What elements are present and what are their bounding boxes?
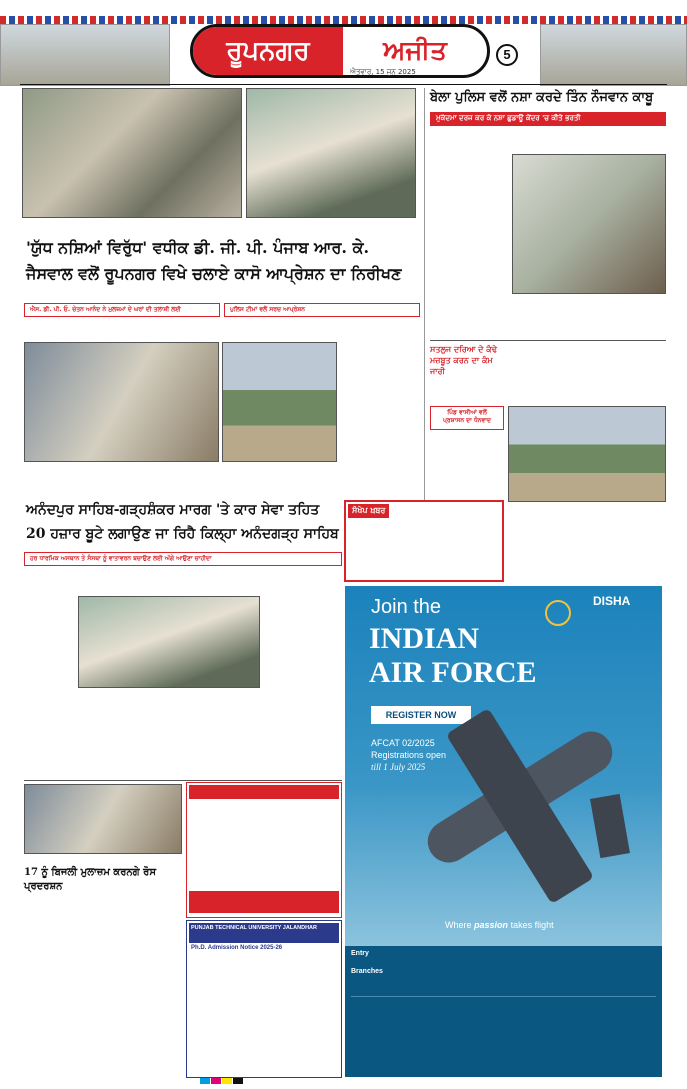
- magenta-swatch: [211, 1078, 221, 1084]
- bela-story-strap: ਮੁਕੱਦਮਾ ਦਰਜ ਕਰ ਕੇ ਨਸ਼ਾ ਛੁਡਾਊ ਕੇਂਦਰ 'ਚ ਕੀਤੇ ਭਰਤੀ: [430, 112, 666, 126]
- bela-story-column-text: [430, 152, 508, 342]
- iaf-register-button: REGISTER NOW: [371, 706, 471, 724]
- bottom-story-text: [24, 898, 182, 1076]
- iaf-branches-label: Branches: [351, 968, 383, 975]
- news-brief-box: [344, 500, 504, 582]
- bela-story-lead-text: [430, 130, 666, 152]
- news-brief-kicker: ਸੰਖੇਪ ਖ਼ਬਰ: [348, 504, 389, 518]
- iaf-advertisement: [345, 586, 662, 1077]
- search-photo-2: [222, 342, 337, 462]
- iaf-till-date: till 1 July 2025: [371, 762, 426, 772]
- anandpur-strap: ਹਰ ਧਾਰਮਿਕ ਅਸਥਾਨ ਤੇ ਸੰਸਥਾ ਨੂੰ ਵਾਤਾਵਰਨ ਬਚਾਉਣ ਲਈ ਅੱਗੇ ਆਉਣਾ ਚਾਹੀਦਾ: [24, 552, 342, 566]
- river-story-text-1: [430, 370, 504, 404]
- issue-date: ਐਤਵਾਰ, 15 ਜੂਨ 2025: [350, 68, 416, 76]
- masthead-logo: [190, 24, 490, 78]
- iaf-entry-label: Entry: [351, 950, 369, 957]
- print-colour-bar: [0, 1078, 687, 1089]
- anandpur-column-text-2: [264, 596, 342, 688]
- paper-title: ਅਜੀਤ: [383, 35, 447, 66]
- iaf-tagline-post: takes flight: [510, 920, 554, 930]
- masthead-pattern-strip: [0, 16, 687, 24]
- black-swatch: [233, 1078, 243, 1084]
- iaf-tagline-pre: Where: [445, 920, 472, 930]
- column-divider: [424, 88, 425, 500]
- iaf-tagline: [445, 920, 554, 930]
- top-story-photo-2: [246, 88, 416, 218]
- hospitality-ad-contact: [189, 891, 339, 913]
- anandpur-photo: [78, 596, 260, 688]
- masthead-left-photo: [0, 24, 170, 86]
- iaf-fine-print: [351, 996, 656, 1066]
- page-number: 5: [496, 44, 518, 66]
- iaf-join-text: Join the: [371, 596, 442, 618]
- ptu-notice-title: Ph.D. Admission Notice 2025-26: [191, 945, 283, 951]
- river-story-lead-text: [508, 344, 666, 404]
- disha-brand: DISHA: [593, 594, 631, 608]
- anandpur-headline-line2: 20 ਹਜ਼ਾਰ ਬੂਟੇ ਲਗਾਉਣ ਜਾ ਰਿਹੈ ਕਿਲ੍ਹਾ ਅਨੰਦਗੜ੍ਹ ਸਾਹਿਬ: [26, 526, 339, 542]
- masthead-rule: [20, 84, 667, 85]
- yellow-swatch: [222, 1078, 232, 1084]
- cyan-swatch: [200, 1078, 210, 1084]
- anandpur-body-text: [24, 700, 342, 778]
- bottom-story-photo: [24, 784, 182, 854]
- river-story-body-text: [508, 512, 666, 582]
- bottom-story-headline-line1: 17 ਨੂੰ ਬਿਜਲੀ ਮੁਲਾਜ਼ਮ ਕਰਨਗੇ ਰੋਸ: [24, 867, 156, 878]
- bottom-section-rule: [24, 780, 342, 781]
- hospitality-ad-title: [189, 785, 339, 799]
- iaf-info-panel: [345, 946, 662, 1077]
- river-story-text-2: [430, 432, 504, 498]
- river-story-headline: ਸਤਲੁਜ ਦਰਿਆ ਦੇ ਕੰਢੇ ਮਜ਼ਬੂਤ ਕਰਨ ਦਾ ਕੰਮ ਜਾਰੀ: [430, 344, 497, 376]
- search-photo-1: [24, 342, 219, 462]
- ptu-ad: [186, 920, 342, 1078]
- anandpur-headline-line1: ਅਨੰਦਪੁਰ ਸਾਹਿਬ-ਗੜ੍ਹਸ਼ੰਕਰ ਮਾਰਗ 'ਤੇ ਕਾਰ ਸੇਵਾ ਤਹਿਤ: [26, 502, 320, 518]
- anandpur-lead-text: [24, 570, 342, 594]
- iaf-indian-text: INDIAN: [369, 622, 480, 655]
- river-story-photo: [508, 406, 666, 502]
- city-title: ਰੂਪਨਗਰ: [193, 27, 343, 75]
- iaf-emblem-icon: [545, 600, 571, 626]
- news-brief-text: [349, 518, 501, 580]
- top-story-body-text: [24, 472, 422, 494]
- top-story-strap-2: ਪੁਲਿਸ ਟੀਮਾਂ ਵਲੋਂ ਸਰਚ ਆਪ੍ਰੇਸ਼ਨ: [224, 303, 420, 317]
- top-story-headline-line2: ਜੈਸਵਾਲ ਵਲੋਂ ਰੂਪਨਗਰ ਵਿਖੇ ਚਲਾਏ ਕਾਸੋ ਆਪ੍ਰੇਸ਼ਨ ਦਾ ਨਿਰੀਖਣ: [26, 264, 402, 283]
- bela-story-photo-caption: [512, 296, 666, 332]
- top-story-photo-caption: [22, 220, 416, 234]
- top-story-intro-text: [24, 320, 420, 340]
- anandpur-column-text-1: [24, 596, 74, 688]
- masthead-right-photo: [540, 24, 687, 86]
- hospitality-ad-text: [191, 803, 339, 887]
- top-story-headline-line1: 'ਯੁੱਧ ਨਸ਼ਿਆਂ ਵਿਰੁੱਧ' ਵਧੀਕ ਡੀ. ਜੀ. ਪੀ. ਪੰਜਾਬ ਆਰ. ਕੇ.: [26, 238, 370, 257]
- iaf-afcat-label: AFCAT 02/2025: [371, 738, 435, 748]
- top-story-column-text: [340, 342, 422, 464]
- iaf-registrations-open: Registrations open: [371, 750, 447, 760]
- top-story-strap-1: ਐਸ. ਡੀ. ਪੀ. ਓ. ਚੇਤਨ ਆਨੰਦ ਨੇ ਮੁਲਜ਼ਮਾਂ ਦੇ ਘਰਾਂ ਦੀ ਤਲਾਸ਼ੀ ਲਈ: [24, 303, 220, 317]
- bottom-story-headline-line2: ਪ੍ਰਦਰਸ਼ਨ: [24, 881, 63, 892]
- iaf-airforce-text: AIR FORCE: [369, 656, 537, 689]
- top-story-photo-1: [22, 88, 242, 218]
- bela-story-photo: [512, 154, 666, 294]
- hospitality-ad: [186, 782, 342, 918]
- iaf-tagline-emphasis: passion: [474, 920, 509, 930]
- section-rule: [430, 340, 666, 341]
- bela-story-headline: ਬੇਲਾ ਪੁਲਿਸ ਵਲੋਂ ਨਸ਼ਾ ਕਰਦੇ ਤਿੰਨ ਨੌਜਵਾਨ ਕਾਬੂ: [430, 90, 654, 105]
- river-story-subhead: ਪਿੰਡ ਵਾਸੀਆਂ ਵਲੋਂ ਪ੍ਰਸ਼ਾਸਨ ਦਾ ਧੰਨਵਾਦ: [430, 406, 504, 430]
- ptu-notice-text: [191, 955, 339, 1065]
- print-slug-line: [0, 0, 687, 10]
- ptu-institution: PUNJAB TECHNICAL UNIVERSITY JALANDHAR: [189, 923, 339, 943]
